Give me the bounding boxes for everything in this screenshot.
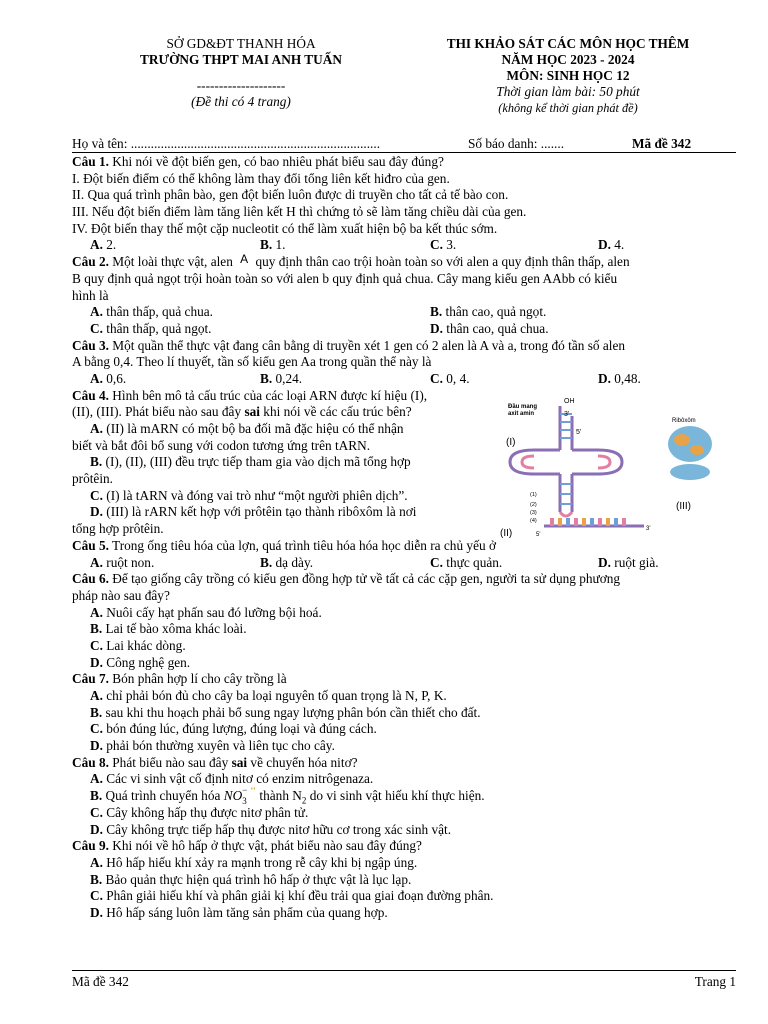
figure-label: 5' <box>576 429 582 436</box>
answer-option-a[interactable]: A. chỉ phải bón đủ cho cây ba loại nguyên tố quan trọng là N, P, K. <box>90 688 447 703</box>
trna-t-arm <box>572 450 622 474</box>
trna-d-arm <box>510 450 560 474</box>
question-body: Câu 1. Khi nói về đột biến gen, có bao nhiêu phát biểu sau đây đúng? I. Đột biến điểm có thể không làm thay đổi tổng liên kết hiđro của gen. II. Qua quá trình phân bào, gen đột biến luôn được di truyền cho tất cả tế bào con. III. Nếu đột biến điểm làm tăng liên kết H thì chứng tỏ sẽ làm tăng chiều dài của gen. IV. Đột biến thay thế một cặp nucleotit có thể làm xuất hiện bộ ba kết thúc sớm. A. 2. B. 1. C. 3. D. 4. Câu 2. Một loài thực vật, alen A quy định thân cao trội hoàn toàn so với alen a quy định thân thấp, alen B quy định quả ngọt trội hoàn toàn so với alen b quy định quả chua. Cây mang kiểu gen AAbb có kiểu hình là A. thân thấp, quả chua. B. thân cao, quả ngọt. C. thân thấp, quả ngọt. D. thân cao, quả chua. Câu 3. Một quần thể thực vật đang cân bằng di truyền xét 1 gen có 2 alen là A và a, trong đó tần số alen A bằng 0,4. Theo lí thuyết, tần số kiểu gen Aa trong quần thể này là A. 0,6. B. 0,24. C. 0, 4. D. 0,48. Câu 4. Hình bên mô tả cấu trúc của các loại ARN được kí hiệu (I), (II), (III). Phát biểu nào sau đây sai khi nói về các cấu trúc bên? A. (II) là mARN có một bộ ba đối mã đặc hiệu có thể nhận biết và bắt đôi bổ sung với codon tương ứng trên tARN. B. (I), (II), (III) đều trực tiếp tham gia vào dịch mã tổng hợp prôtêin. C. (I) là tARN và đóng vai trò như “một người phiên dịch”. D. (III) là rARN kết hợp với prôtêin tạo thành ribôxôm là nơi tổng hợp prôtêin. Câu 5. Trong ống tiêu hóa của lợn, quá trình tiêu hóa hóa học diễn ra chủ yếu ở A. ruột non. B. dạ dày. C. thực quản. D. ruột già. Câu 6. Để tạo giống cây trồng có kiểu gen đồng hợp tử về tất cả các cặp gen, người ta sử dụng phương pháp nào sau đây? A. Nuôi cấy hạt phấn sau đó lưỡng bội hoá. B. Lai tế bào xôma khác loài. C. Lai khác dòng. D. Công nghệ gen. Câu 7. Bón phân hợp lí cho cây trồng là A. chỉ phải bón đủ cho cây ba loại nguyên tố quan trọng là N, P, K. B. sau khi thu hoạch phải bổ sung ngay lượng phân bón cần thiết cho đất. C. bón đúng lúc, đúng lượng, đúng loại và đúng cách. D. phải bón thường xuyên và liên tục cho cây. Câu 8. Phát biểu nào sau đây sai về chuyển hóa nitơ? A. Các vi sinh vật cố định nitơ có enzim nitrôgenaza. B. Quá trình chuyển hóa NO − 3 ‘‘ thành $N_2$ do vi sinh vật hiếu khí thực hiện. C. Cây không hấp thụ được nitơ phân tử. D. Cây không trực tiếp hấp thụ được nitơ hữu cơ trong xác sinh vật. Câu 9. Khi nói về hô hấp ở thực vật, phát biểu nào sau đây đúng? A. Hô hấp hiếu khí xảy ra mạnh trong rễ cây khi bị ngập úng. B. Bảo quản thực hiện quá trình hô hấp ở thực vật là lục lạp. C. Phân giải hiếu khí và phân giải kị khí đều trải qua giai đoạn đường phân. D. Hô hấp sáng luôn làm tăng sản phẩm của quang hợp. <box>72 154 736 922</box>
department-name: SỞ GD&ĐT THANH HÓA <box>166 36 316 51</box>
exam-header <box>410 36 726 116</box>
answer-option-a[interactable]: A. thân thấp, quả chua. <box>90 304 213 320</box>
answer-option-a[interactable]: A. ruột non. <box>90 554 155 570</box>
statement: III. Nếu đột biến điểm làm tăng liên kết H thì chứng tỏ sẽ làm tăng chiều dài của gen. <box>72 204 527 220</box>
figure-label: OH <box>564 398 575 405</box>
header-divider <box>72 152 736 153</box>
question-9: Câu 9. Khi nói về hô hấp ở thực vật, phát biểu nào sau đây đúng? <box>72 838 422 854</box>
answer-option-a[interactable]: A. Nuôi cấy hạt phấn sau đó lưỡng bội hoá. <box>90 604 322 620</box>
figure-label: 5' <box>536 532 541 538</box>
answer-option-d[interactable]: D. (III) là rARN kết hợp với prôtêin tạo thành ribôxôm là nơi <box>90 504 417 520</box>
answer-option-c[interactable]: C. thân thấp, quả ngọt. <box>90 320 212 336</box>
header-dashes: -------------------- <box>196 78 286 93</box>
school-name: TRƯỜNG THPT MAI ANH TUẤN <box>140 52 342 67</box>
question-6: Câu 6. Để tạo giống cây trồng có kiểu gen đồng hợp tử về tất cả các cặp gen, người ta sử dụng phương <box>72 571 621 587</box>
answer-option-c[interactable]: C. (I) là tARN và đóng vai trò như “một người phiên dịch”. <box>90 487 408 503</box>
answer-row <box>72 237 736 254</box>
footer-divider <box>72 970 736 971</box>
question-8: Câu 8. Phát biểu nào sau đây sai về chuyển hóa nitơ? <box>72 754 358 770</box>
footer-exam-code: Mã đề 342 <box>72 974 129 989</box>
answer-row <box>72 555 736 572</box>
answer-option-b[interactable]: B. 1. <box>260 237 286 253</box>
answer-row <box>72 371 736 388</box>
answer-option-d[interactable]: D. ruột già. <box>598 554 659 570</box>
mrna-strand <box>544 518 644 526</box>
page-number: Trang 1 <box>694 974 736 989</box>
answer-option-a[interactable]: A. Các vi sinh vật cố định nitơ có enzim nitrôgenaza. <box>90 771 374 787</box>
answer-option-c[interactable]: C. Cây không hấp thụ được nitơ phân tử. <box>90 804 309 820</box>
figure-label: (I) <box>506 437 516 448</box>
statement: IV. Đột biến thay thế một cặp nucleotit có thể làm xuất hiện bộ ba kết thúc sớm. <box>72 220 498 236</box>
answer-row <box>72 304 736 321</box>
rna-structure-figure <box>494 394 728 540</box>
answer-option-b[interactable]: B. Quá trình chuyển hóa NO − 3 ‘‘ thành $N_2$ do vi sinh vật hiếu khí thực hiện. <box>90 785 485 807</box>
answer-option-c[interactable]: C. Phân giải hiếu khí và phân giải kị khí đều trải qua giai đoạn đường phân. <box>90 888 494 904</box>
answer-option-a[interactable]: A. (II) là mARN có một bộ ba đối mã đặc hiệu có thể nhận <box>90 421 404 436</box>
answer-option-b[interactable]: B. dạ dày. <box>260 554 314 570</box>
answer-option-b[interactable]: B. sau khi thu hoạch phải bổ sung ngay lượng phân bón cần thiết cho đất. <box>90 704 481 720</box>
answer-option-c[interactable]: C. 3. <box>430 237 457 253</box>
exam-code: Mã đề 342 <box>632 136 692 151</box>
figure-label: 3' <box>564 411 570 418</box>
candidate-number-field: Số báo danh: ....... <box>468 136 565 151</box>
figure-label: Đầu mang <box>508 404 538 410</box>
answer-option-a[interactable]: A. Hô hấp hiếu khí xảy ra mạnh trong rễ cây khi bị ngập úng. <box>90 854 418 870</box>
answer-option-d[interactable]: D. 4. <box>598 237 625 253</box>
question-2: Câu 2. Một loài thực vật, alen A quy định thân cao trội hoàn toàn so với alen a quy định thân thấp, alen <box>72 252 630 270</box>
answer-option-c[interactable]: C. thực quản. <box>430 554 503 570</box>
answer-option-b[interactable]: B. (I), (II), (III) đều trực tiếp tham gia vào dịch mã tổng hợp <box>90 454 411 470</box>
figure-label: (4) <box>530 518 537 524</box>
student-name-field: Họ và tên: ........................................................................... <box>72 136 381 151</box>
answer-row <box>72 321 736 338</box>
statement: II. Qua quá trình phân bào, gen đột biến luôn được di truyền cho tất cả tế bào con. <box>72 187 509 203</box>
ribosome-icon <box>668 426 712 480</box>
answer-option-b[interactable]: B. Bảo quản thực hiện quá trình hô hấp ở thực vật là lục lạp. <box>90 871 412 887</box>
answer-option-d[interactable]: D. thân cao, quả chua. <box>430 320 549 336</box>
figure-label: (1) <box>530 492 537 498</box>
answer-option-c[interactable]: C. Lai khác dòng. <box>90 637 186 653</box>
question-1: Câu 1. Khi nói về đột biến gen, có bao nhiêu phát biểu sau đây đúng? <box>72 154 444 169</box>
figure-label: (II) <box>500 528 513 539</box>
exam-title: THI KHẢO SÁT CÁC MÔN HỌC THÊM <box>446 36 690 51</box>
nitrate-formula: NO − 3 <box>223 785 248 807</box>
figure-label: (III) <box>676 501 691 512</box>
subject: MÔN: SINH HỌC 12 <box>506 68 630 83</box>
rna-diagram <box>494 394 728 540</box>
answer-option-b[interactable]: B. thân cao, quả ngọt. <box>430 304 547 320</box>
answer-option-d[interactable]: D. Cây không trực tiếp hấp thụ được nitơ hữu cơ trong xác sinh vật. <box>90 821 452 837</box>
answer-option-a[interactable]: A. 2. <box>90 237 117 253</box>
figure-label: axit amin <box>508 411 535 417</box>
figure-label: Ribôxôm <box>672 418 696 424</box>
school-header <box>96 36 386 110</box>
answer-option-d[interactable]: D. Hô hấp sáng luôn làm tăng sản phẩm của quang hợp. <box>90 904 388 920</box>
question-7: Câu 7. Bón phân hợp lí cho cây trồng là <box>72 671 287 687</box>
student-info-row <box>72 136 736 152</box>
question-3: Câu 3. Một quần thể thực vật đang cân bằng di truyền xét 1 gen có 2 alen là A và a, trong đó tần số alen <box>72 337 625 353</box>
figure-label: (3) <box>530 510 537 516</box>
figure-label: 3' <box>646 526 651 532</box>
answer-option-d[interactable]: D. 0,48. <box>598 370 641 386</box>
answer-option-b[interactable]: B. 0,24. <box>260 370 303 386</box>
figure-label: (2) <box>530 502 537 508</box>
answer-option-a[interactable]: A. 0,6. <box>90 370 127 386</box>
school-year: NĂM HỌC 2023 - 2024 <box>501 52 635 67</box>
answer-option-b[interactable]: B. Lai tế bào xôma khác loài. <box>90 621 247 637</box>
time-note: (không kể thời gian phát đề) <box>498 101 638 115</box>
answer-option-c[interactable]: C. bón đúng lúc, đúng lượng, đúng loại và đúng cách. <box>90 721 377 737</box>
answer-option-c[interactable]: C. 0, 4. <box>430 370 470 386</box>
page-count-note: (Đề thi có 4 trang) <box>191 94 291 109</box>
time-limit: Thời gian làm bài: 50 phút <box>496 84 640 99</box>
answer-option-d[interactable]: D. phải bón thường xuyên và liên tục cho cây. <box>90 738 335 754</box>
statement: I. Đột biến điểm có thể không làm thay đổi tổng liên kết hiđro của gen. <box>72 170 450 186</box>
question-5: Câu 5. Trong ống tiêu hóa của lợn, quá trình tiêu hóa hóa học diễn ra chủ yếu ở <box>72 537 496 553</box>
answer-option-d[interactable]: D. Công nghệ gen. <box>90 654 191 670</box>
question-4: Câu 4. Hình bên mô tả cấu trúc của các loại ARN được kí hiệu (I), <box>72 387 428 403</box>
